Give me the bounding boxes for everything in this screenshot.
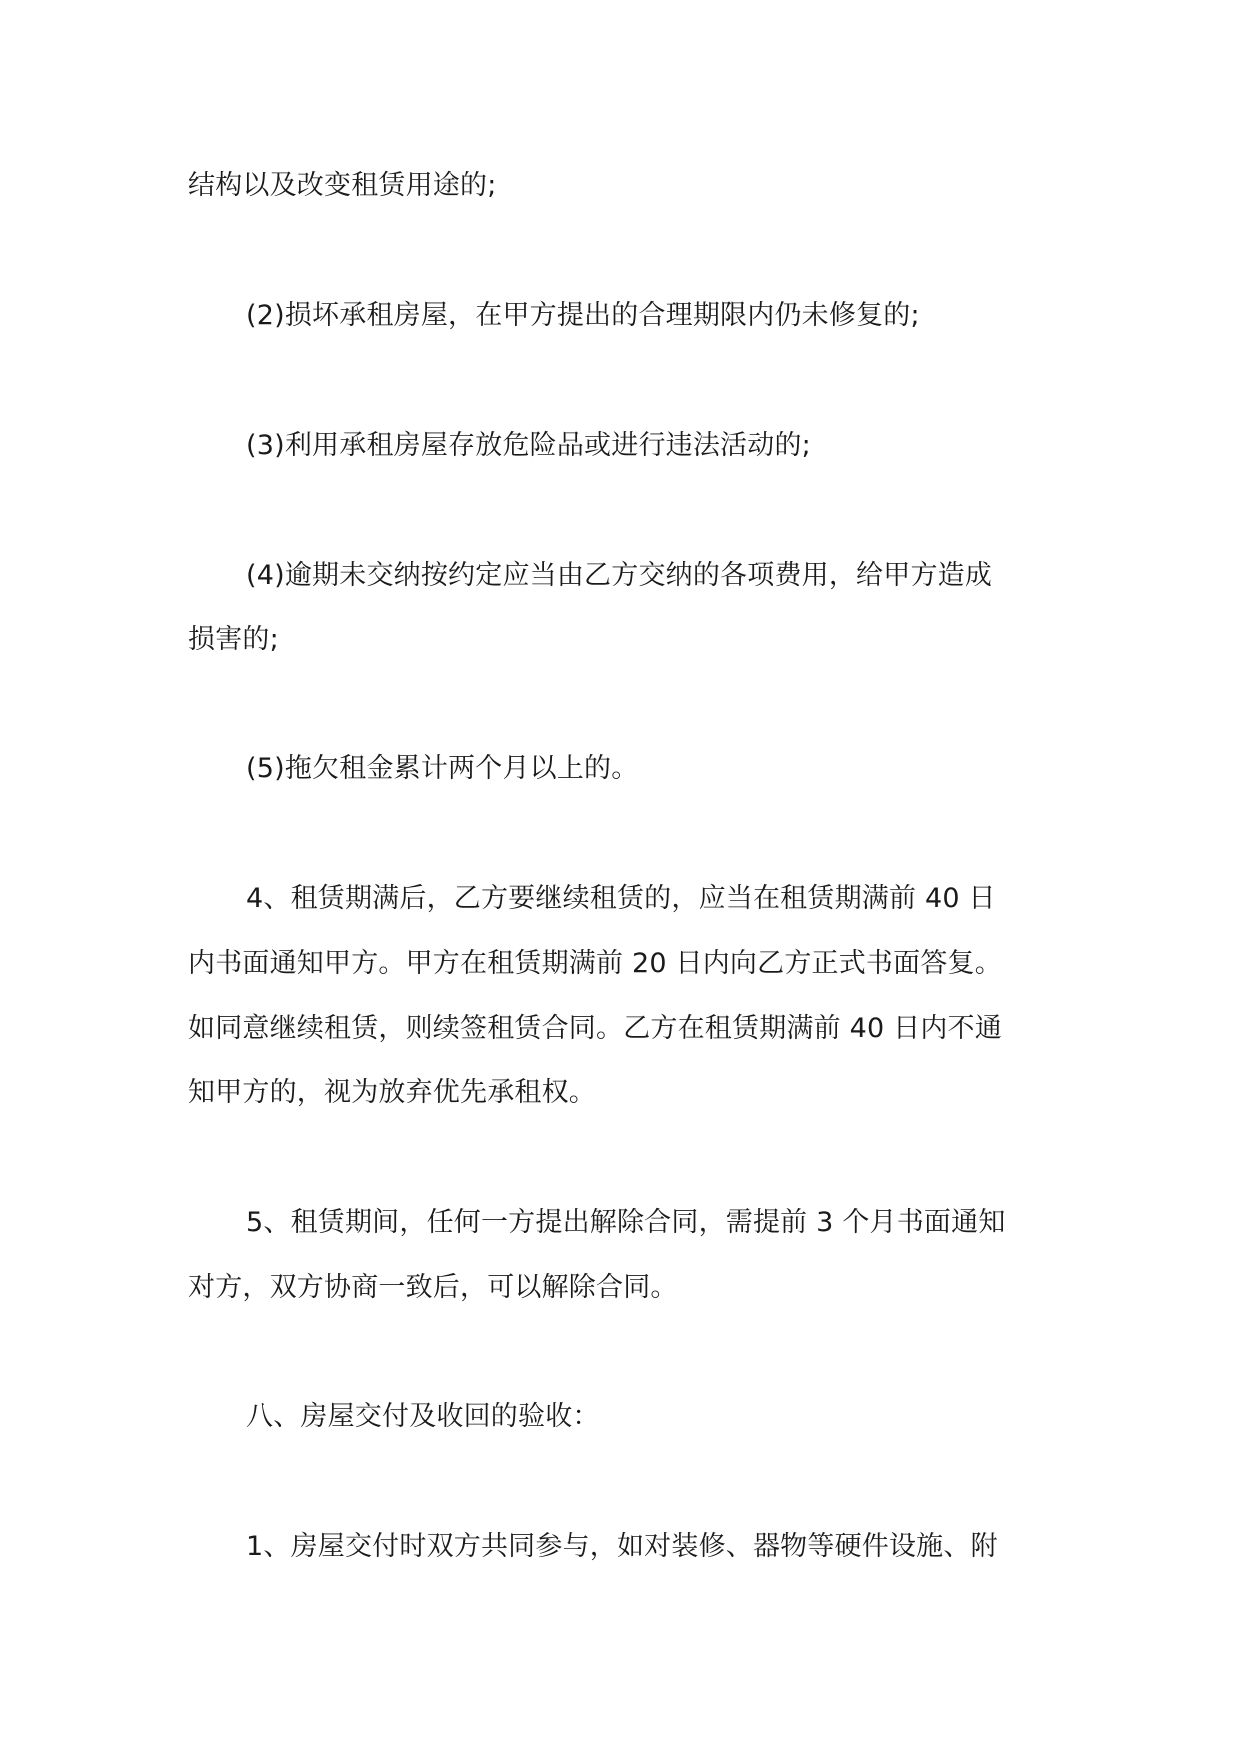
- section-heading: 八、房屋交付及收回的验收：: [246, 1401, 600, 1432]
- text-line-1: 结构以及改变租赁用途的;: [188, 170, 497, 201]
- text-line-8: 内书面通知甲方。甲方在租赁期满前 20 日内向乙方正式书面答复。: [188, 948, 1002, 979]
- text-line-9: 如同意继续租赁，则续签租赁合同。乙方在租赁期满前 40 日内不通: [188, 1013, 1002, 1044]
- text-line-3: (3)利用承租房屋存放危险品或进行违法活动的;: [246, 430, 811, 461]
- text-line-10: 知甲方的，视为放弃优先承租权。: [188, 1077, 596, 1108]
- text-line-5: 损害的;: [188, 624, 279, 655]
- text-line-11: 5、租赁期间，任何一方提出解除合同，需提前 3 个月书面通知: [246, 1207, 1006, 1238]
- text-line-2: (2)损坏承租房屋，在甲方提出的合理期限内仍未修复的;: [246, 300, 920, 331]
- text-line-12: 对方，双方协商一致后，可以解除合同。: [188, 1272, 678, 1303]
- text-line-14: 1、房屋交付时双方共同参与，如对装修、器物等硬件设施、附: [246, 1531, 998, 1562]
- text-line-4: (4)逾期未交纳按约定应当由乙方交纳的各项费用，给甲方造成: [246, 560, 993, 591]
- text-line-6: (5)拖欠租金累计两个月以上的。: [246, 753, 639, 784]
- text-line-7: 4、租赁期满后，乙方要继续租赁的，应当在租赁期满前 40 日: [246, 883, 996, 914]
